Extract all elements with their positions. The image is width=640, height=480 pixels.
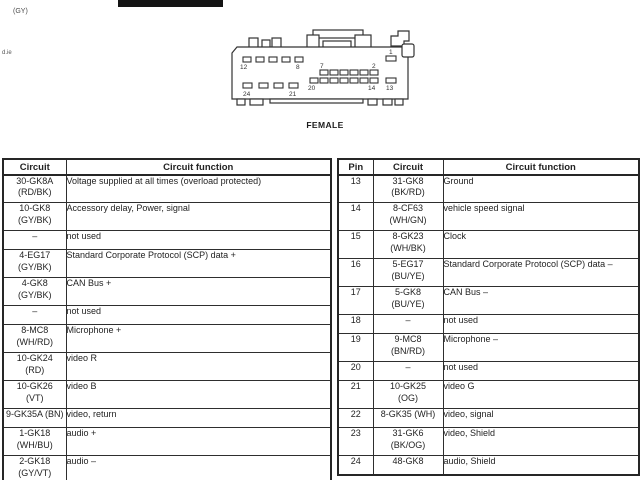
table-row bbox=[338, 259, 639, 287]
circuit-cell: 5-EG17 (BU/YE) bbox=[373, 259, 443, 287]
pin-number-label: 7 bbox=[320, 63, 324, 70]
pin-cell: 22 bbox=[338, 409, 373, 428]
pin-cell: 21 bbox=[338, 381, 373, 409]
circuit-cell: 10-GK24 (RD) bbox=[3, 353, 66, 381]
pin-slot bbox=[386, 56, 396, 61]
circuit-cell: 10-GK25 (OG) bbox=[373, 381, 443, 409]
circuit-cell: – bbox=[3, 231, 66, 250]
pin-slot bbox=[259, 83, 268, 88]
connector-tab bbox=[250, 99, 263, 105]
table-row bbox=[3, 306, 331, 325]
circuit-cell: – bbox=[3, 306, 66, 325]
connector-tab bbox=[237, 99, 245, 105]
table-row bbox=[3, 409, 331, 428]
circuit-cell: 8-CF63 (WH/GN) bbox=[373, 203, 443, 231]
table-row bbox=[338, 315, 639, 334]
table-row bbox=[3, 456, 331, 480]
function-cell: video, signal bbox=[443, 409, 639, 428]
circuit-cell: 5-GK8 (BU/YE) bbox=[373, 287, 443, 315]
pin-number-label: 24 bbox=[243, 91, 251, 98]
pin-number-label: 8 bbox=[296, 64, 300, 71]
function-cell: not used bbox=[443, 362, 639, 381]
function-cell: Microphone + bbox=[66, 325, 331, 353]
circuit-cell: 9-MC8 (BN/RD) bbox=[373, 334, 443, 362]
table-row bbox=[338, 287, 639, 315]
table-header-row bbox=[3, 159, 331, 175]
function-cell: video, return bbox=[66, 409, 331, 428]
pin-slot bbox=[340, 78, 348, 83]
connector-diagram bbox=[225, 27, 425, 132]
connector-tab bbox=[383, 99, 392, 105]
circuit-cell: – bbox=[373, 315, 443, 334]
pin-cell: 24 bbox=[338, 456, 373, 475]
table-row bbox=[338, 428, 639, 456]
function-cell: not used bbox=[66, 306, 331, 325]
table-row bbox=[338, 381, 639, 409]
circuit-cell: 1-GK18 (WH/BU) bbox=[3, 428, 66, 456]
function-cell: not used bbox=[443, 315, 639, 334]
pin-header: Pin bbox=[338, 159, 373, 175]
pin-slot bbox=[289, 83, 298, 88]
function-cell: audio – bbox=[66, 456, 331, 480]
pin-cell: 17 bbox=[338, 287, 373, 315]
connector-endcap bbox=[402, 44, 414, 57]
table-row bbox=[338, 362, 639, 381]
circuit-cell: 2-GK18 (GY/VT) bbox=[3, 456, 66, 480]
pin-slot bbox=[243, 57, 251, 62]
table-row bbox=[3, 353, 331, 381]
circuit-function-header: Circuit function bbox=[66, 159, 331, 175]
function-cell: Standard Corporate Protocol (SCP) data – bbox=[443, 259, 639, 287]
connector-tab bbox=[395, 99, 403, 105]
pin-cell: 15 bbox=[338, 231, 373, 259]
circuit-cell: 31-GK6 (BK/OG) bbox=[373, 428, 443, 456]
pin-slot bbox=[360, 70, 368, 75]
pin-slot bbox=[386, 78, 396, 83]
circuit-cell: 4-GK8 (GY/BK) bbox=[3, 278, 66, 306]
pin-slot bbox=[282, 57, 290, 62]
table-row bbox=[338, 456, 639, 475]
right-pinout-table bbox=[337, 158, 640, 476]
function-cell: not used bbox=[66, 231, 331, 250]
function-cell: vehicle speed signal bbox=[443, 203, 639, 231]
table-row bbox=[3, 325, 331, 353]
circuit-cell: 31-GK8 (BK/RD) bbox=[373, 175, 443, 203]
pin-slot bbox=[274, 83, 283, 88]
function-cell: audio, Shield bbox=[443, 456, 639, 475]
table-row bbox=[3, 278, 331, 306]
circuit-cell: 48-GK8 bbox=[373, 456, 443, 475]
circuit-cell: 30-GK8A (RD/BK) bbox=[3, 175, 66, 203]
table-row bbox=[3, 203, 331, 231]
circuit-cell: 8-GK35 (WH) bbox=[373, 409, 443, 428]
pin-cell: 19 bbox=[338, 334, 373, 362]
pin-number-label: 13 bbox=[386, 85, 394, 92]
connector-tab bbox=[270, 99, 363, 103]
pin-cell: 14 bbox=[338, 203, 373, 231]
pin-slot bbox=[320, 70, 328, 75]
pin-cell: 20 bbox=[338, 362, 373, 381]
table-row bbox=[3, 231, 331, 250]
pin-slot bbox=[256, 57, 264, 62]
table-row bbox=[338, 231, 639, 259]
function-cell: video R bbox=[66, 353, 331, 381]
function-cell: Microphone – bbox=[443, 334, 639, 362]
circuit-header: Circuit bbox=[3, 159, 66, 175]
table-row bbox=[3, 250, 331, 278]
pin-number-label: 21 bbox=[289, 91, 297, 98]
table-header-row bbox=[338, 159, 639, 175]
pin-slot bbox=[350, 78, 358, 83]
function-cell: Standard Corporate Protocol (SCP) data + bbox=[66, 250, 331, 278]
function-cell: Accessory delay, Power, signal bbox=[66, 203, 331, 231]
pin-slot bbox=[269, 57, 277, 62]
circuit-cell: 10-GK8 (GY/BK) bbox=[3, 203, 66, 231]
left-edge-text-fragment: d.ie bbox=[2, 50, 12, 56]
circuit-cell: 4-EG17 (GY/BK) bbox=[3, 250, 66, 278]
left-pinout-table bbox=[2, 158, 332, 480]
pin-slot bbox=[330, 70, 338, 75]
pin-number-label: 2 bbox=[372, 63, 376, 70]
pin-cell: 16 bbox=[338, 259, 373, 287]
pin-slot bbox=[370, 70, 378, 75]
function-cell: Clock bbox=[443, 231, 639, 259]
pin-slot bbox=[370, 78, 378, 83]
table-row bbox=[338, 203, 639, 231]
function-cell: CAN Bus – bbox=[443, 287, 639, 315]
circuit-cell: 8-GK23 (WH/BK) bbox=[373, 231, 443, 259]
pin-slot bbox=[340, 70, 348, 75]
table-row bbox=[338, 175, 639, 203]
connector-tab bbox=[368, 99, 377, 105]
circuit-cell: 9-GK35A (BN) bbox=[3, 409, 66, 428]
function-cell: audio + bbox=[66, 428, 331, 456]
pin-number-label: 12 bbox=[240, 64, 248, 71]
circuit-cell: 10-GK26 (VT) bbox=[3, 381, 66, 409]
pin-slot bbox=[350, 70, 358, 75]
function-cell: video B bbox=[66, 381, 331, 409]
pin-slot bbox=[360, 78, 368, 83]
table-row bbox=[3, 175, 331, 203]
circuit-cell: – bbox=[373, 362, 443, 381]
function-cell: video G bbox=[443, 381, 639, 409]
circuit-cell: 8-MC8 (WH/RD) bbox=[3, 325, 66, 353]
pin-slot bbox=[295, 57, 303, 62]
pin-number-label: 14 bbox=[368, 85, 376, 92]
pin-number-label: 1 bbox=[389, 49, 393, 56]
pin-number-label: 20 bbox=[308, 85, 316, 92]
pin-cell: 13 bbox=[338, 175, 373, 203]
function-cell: CAN Bus + bbox=[66, 278, 331, 306]
function-cell: video, Shield bbox=[443, 428, 639, 456]
pin-slot bbox=[243, 83, 252, 88]
table-row bbox=[338, 409, 639, 428]
pin-cell: 18 bbox=[338, 315, 373, 334]
circuit-header: Circuit bbox=[373, 159, 443, 175]
function-cell: Voltage supplied at all times (overload protected) bbox=[66, 175, 331, 203]
redaction-bar bbox=[118, 0, 223, 7]
circuit-function-header: Circuit function bbox=[443, 159, 639, 175]
pin-slot bbox=[310, 78, 318, 83]
table-row bbox=[338, 334, 639, 362]
table-row bbox=[3, 381, 331, 409]
connector-gender-label: FEMALE bbox=[306, 120, 344, 130]
pin-cell: 23 bbox=[338, 428, 373, 456]
pin-slot bbox=[330, 78, 338, 83]
function-cell: Ground bbox=[443, 175, 639, 203]
table-row bbox=[3, 428, 331, 456]
pin-slot bbox=[320, 78, 328, 83]
wire-color-fragment: (GY) bbox=[13, 8, 28, 15]
